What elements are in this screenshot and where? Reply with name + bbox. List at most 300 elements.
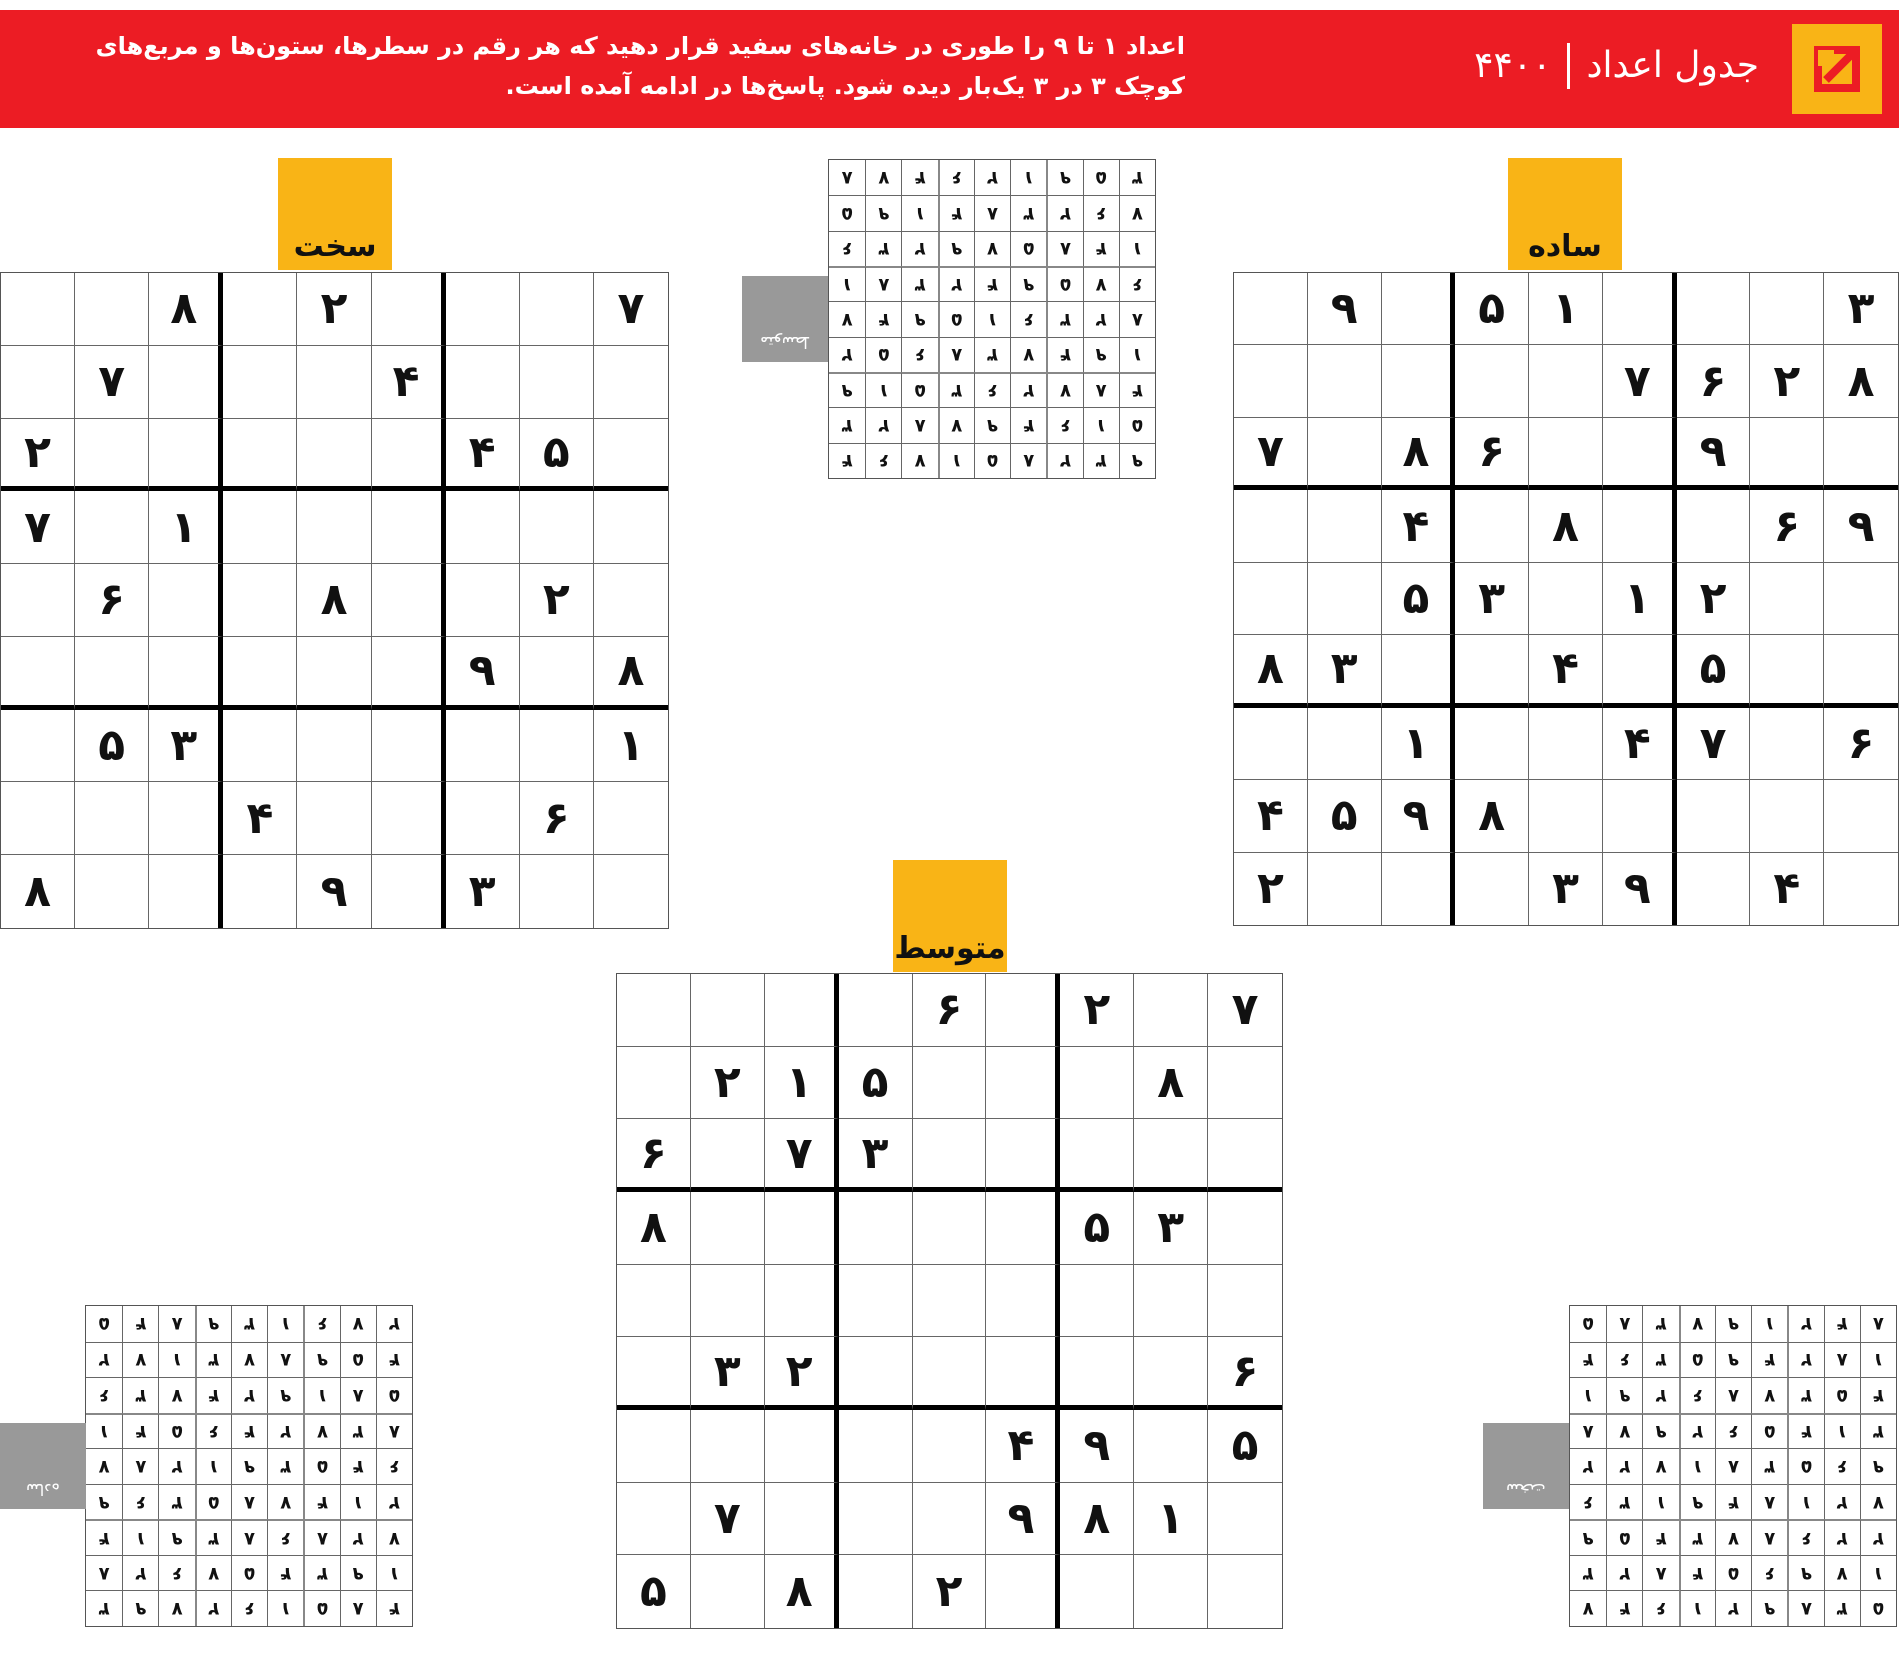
solution-cell: ۱ xyxy=(1679,1590,1715,1626)
solution-cell: ۴ xyxy=(865,301,901,336)
sudoku-cell[interactable] xyxy=(75,419,149,492)
sudoku-cell[interactable] xyxy=(594,491,668,564)
sudoku-cell[interactable]: ۱ xyxy=(1382,708,1456,780)
sudoku-cell[interactable] xyxy=(1750,418,1824,490)
sudoku-cell[interactable] xyxy=(691,1410,765,1483)
sudoku-cell[interactable] xyxy=(1382,345,1456,417)
sudoku-cell[interactable]: ۴ xyxy=(446,419,520,492)
sudoku-cell[interactable] xyxy=(1308,708,1382,780)
sudoku-cell[interactable] xyxy=(372,637,446,710)
sudoku-cell[interactable] xyxy=(446,564,520,637)
solution-cell: ۸ xyxy=(1860,1306,1896,1342)
solution-tag-hard xyxy=(1483,1423,1569,1509)
solution-cell: ۱ xyxy=(1751,1306,1787,1342)
solution-cell: ۵ xyxy=(1046,266,1082,301)
sudoku-cell[interactable]: ۶ xyxy=(1455,418,1529,490)
sudoku-cell[interactable] xyxy=(75,637,149,710)
sudoku-cell[interactable]: ۲ xyxy=(1060,974,1134,1047)
sudoku-cell[interactable] xyxy=(223,855,297,928)
sudoku-cell[interactable] xyxy=(1677,490,1751,562)
sudoku-cell[interactable] xyxy=(594,855,668,928)
solution-cell: ۳ xyxy=(231,1306,267,1342)
sudoku-cell[interactable] xyxy=(223,637,297,710)
sudoku-cell[interactable]: ۷ xyxy=(1234,418,1308,490)
sudoku-cell[interactable]: ۴ xyxy=(1603,708,1677,780)
sudoku-cell[interactable]: ۲ xyxy=(765,1337,839,1410)
sudoku-cell[interactable] xyxy=(691,1119,765,1192)
sudoku-cell[interactable]: ۳ xyxy=(446,855,520,928)
sudoku-cell[interactable]: ۶ xyxy=(75,564,149,637)
sudoku-cell[interactable] xyxy=(617,1483,691,1556)
sudoku-cell[interactable] xyxy=(1,637,75,710)
sudoku-cell[interactable] xyxy=(75,782,149,855)
solution-cell: ۶ xyxy=(1715,1413,1751,1449)
sudoku-cell[interactable]: ۸ xyxy=(1824,345,1898,417)
sudoku-cell[interactable]: ۹ xyxy=(1308,273,1382,345)
solution-cell: ۵ xyxy=(1824,1377,1860,1413)
sudoku-cell[interactable] xyxy=(913,1337,987,1410)
sudoku-cell[interactable] xyxy=(986,1337,1060,1410)
sudoku-cell[interactable]: ۴ xyxy=(1234,780,1308,852)
sudoku-cell[interactable]: ۴ xyxy=(372,346,446,419)
sudoku-cell[interactable]: ۵ xyxy=(617,1555,691,1628)
solution-cell: ۲ xyxy=(1824,1484,1860,1520)
sudoku-cell[interactable] xyxy=(446,710,520,783)
sudoku-cell[interactable]: ۲ xyxy=(913,1555,987,1628)
sudoku-cell[interactable] xyxy=(297,419,371,492)
sudoku-cell[interactable] xyxy=(520,346,594,419)
sudoku-cell[interactable] xyxy=(1060,1265,1134,1338)
sudoku-cell[interactable]: ۵ xyxy=(1208,1410,1282,1483)
sudoku-cell[interactable]: ۳ xyxy=(1455,563,1529,635)
sudoku-cell[interactable]: ۵ xyxy=(1455,273,1529,345)
sudoku-cell[interactable] xyxy=(1134,1265,1208,1338)
sudoku-cell[interactable]: ۵ xyxy=(1382,563,1456,635)
sudoku-cell[interactable] xyxy=(765,1265,839,1338)
sudoku-cell[interactable] xyxy=(75,491,149,564)
sudoku-cell[interactable]: ۸ xyxy=(1,855,75,928)
sudoku-cell[interactable] xyxy=(297,491,371,564)
sudoku-cell[interactable]: ۴ xyxy=(1382,490,1456,562)
tag-hard-label: سخت xyxy=(293,229,377,264)
solution-cell: ۷ xyxy=(1860,1484,1896,1520)
sudoku-cell[interactable] xyxy=(520,637,594,710)
sudoku-cell[interactable]: ۴ xyxy=(1750,853,1824,925)
sudoku-cell[interactable] xyxy=(913,1265,987,1338)
solution-cell: ۹ xyxy=(974,407,1010,442)
sudoku-cell[interactable]: ۲ xyxy=(691,1047,765,1120)
sudoku-cell[interactable] xyxy=(1529,780,1603,852)
sudoku-cell[interactable] xyxy=(297,782,371,855)
sudoku-cell[interactable]: ۶ xyxy=(1824,708,1898,780)
solution-cell: ۳ xyxy=(1046,301,1082,336)
sudoku-cell[interactable]: ۸ xyxy=(617,1192,691,1265)
sudoku-cell[interactable]: ۷ xyxy=(594,273,668,346)
sudoku-cell[interactable] xyxy=(1308,563,1382,635)
sudoku-cell[interactable]: ۴ xyxy=(223,782,297,855)
sudoku-cell[interactable] xyxy=(1750,273,1824,345)
sudoku-cell[interactable]: ۵ xyxy=(75,710,149,783)
sudoku-cell[interactable]: ۸ xyxy=(1455,780,1529,852)
sudoku-cell[interactable] xyxy=(446,273,520,346)
sudoku-cell[interactable]: ۷ xyxy=(1603,345,1677,417)
sudoku-cell[interactable] xyxy=(1455,345,1529,417)
sudoku-cell[interactable] xyxy=(1134,1337,1208,1410)
solution-cell: ۳ xyxy=(267,1448,303,1484)
solution-cell: ۸ xyxy=(303,1519,339,1555)
sudoku-cell[interactable]: ۱ xyxy=(1603,563,1677,635)
sudoku-cell[interactable] xyxy=(1382,635,1456,707)
sudoku-cell[interactable]: ۳ xyxy=(839,1119,913,1192)
solution-cell: ۲ xyxy=(1083,301,1119,336)
sudoku-cell[interactable] xyxy=(986,974,1060,1047)
sudoku-cell[interactable]: ۷ xyxy=(765,1119,839,1192)
solution-cell: ۸ xyxy=(231,1519,267,1555)
sudoku-cell[interactable] xyxy=(149,855,223,928)
sudoku-cell[interactable]: ۷ xyxy=(1677,708,1751,780)
sudoku-cell[interactable] xyxy=(1677,780,1751,852)
sudoku-cell[interactable] xyxy=(223,564,297,637)
sudoku-cell[interactable] xyxy=(1234,345,1308,417)
sudoku-cell[interactable] xyxy=(1529,418,1603,490)
sudoku-cell[interactable]: ۷ xyxy=(75,346,149,419)
sudoku-cell[interactable] xyxy=(617,1047,691,1120)
sudoku-cell[interactable] xyxy=(1529,708,1603,780)
sudoku-cell[interactable] xyxy=(149,782,223,855)
sudoku-cell[interactable]: ۱ xyxy=(594,710,668,783)
sudoku-cell[interactable] xyxy=(1208,1047,1282,1120)
sudoku-cell[interactable] xyxy=(1824,780,1898,852)
sudoku-cell[interactable]: ۹ xyxy=(1677,418,1751,490)
sudoku-cell[interactable] xyxy=(1824,563,1898,635)
sudoku-cell[interactable]: ۵ xyxy=(1060,1192,1134,1265)
sudoku-cell[interactable] xyxy=(594,419,668,492)
sudoku-cell[interactable]: ۵ xyxy=(1677,635,1751,707)
solution-cell: ۱ xyxy=(938,443,974,478)
sudoku-cell[interactable]: ۸ xyxy=(297,564,371,637)
solution-cell: ۱ xyxy=(1824,1413,1860,1449)
sudoku-cell[interactable] xyxy=(223,419,297,492)
sudoku-cell[interactable] xyxy=(1677,273,1751,345)
sudoku-cell[interactable]: ۳ xyxy=(691,1337,765,1410)
sudoku-cell[interactable] xyxy=(1,564,75,637)
solution-cell: ۶ xyxy=(1570,1484,1606,1520)
sudoku-cell[interactable]: ۳ xyxy=(149,710,223,783)
sudoku-cell[interactable] xyxy=(1060,1047,1134,1120)
sudoku-cell[interactable] xyxy=(223,491,297,564)
solution-cell: ۵ xyxy=(1119,407,1155,442)
solution-cell: ۵ xyxy=(829,195,865,230)
sudoku-cell[interactable] xyxy=(986,1555,1060,1628)
sudoku-cell[interactable]: ۳ xyxy=(1529,853,1603,925)
sudoku-cell[interactable] xyxy=(149,419,223,492)
sudoku-cell[interactable] xyxy=(1208,1483,1282,1556)
sudoku-cell[interactable]: ۶ xyxy=(520,782,594,855)
sudoku-cell[interactable] xyxy=(1,273,75,346)
solution-cell: ۳ xyxy=(340,1413,376,1449)
sudoku-cell[interactable]: ۲ xyxy=(1,419,75,492)
sudoku-cell[interactable] xyxy=(913,1119,987,1192)
sudoku-cell[interactable] xyxy=(1208,1555,1282,1628)
sudoku-cell[interactable]: ۷ xyxy=(1,491,75,564)
sudoku-cell[interactable] xyxy=(1,710,75,783)
sudoku-cell[interactable] xyxy=(1824,853,1898,925)
sudoku-cell[interactable] xyxy=(1308,345,1382,417)
solution-cell: ۶ xyxy=(1642,1590,1678,1626)
sudoku-cell[interactable] xyxy=(839,1483,913,1556)
solution-cell: ۷ xyxy=(974,231,1010,266)
solution-tag-easy xyxy=(0,1423,86,1509)
sudoku-cell[interactable] xyxy=(1134,1410,1208,1483)
sudoku-cell[interactable] xyxy=(986,1192,1060,1265)
sudoku-cell[interactable] xyxy=(372,491,446,564)
sudoku-cell[interactable] xyxy=(520,710,594,783)
sudoku-cell[interactable]: ۲ xyxy=(1750,345,1824,417)
solution-cell: ۶ xyxy=(1787,1519,1823,1555)
sudoku-cell[interactable] xyxy=(372,782,446,855)
sudoku-cell[interactable]: ۴ xyxy=(986,1410,1060,1483)
sudoku-cell[interactable] xyxy=(446,491,520,564)
sudoku-cell[interactable]: ۸ xyxy=(1382,418,1456,490)
sudoku-cell[interactable]: ۳ xyxy=(1134,1192,1208,1265)
sudoku-cell[interactable] xyxy=(913,1192,987,1265)
sudoku-cell[interactable] xyxy=(1234,563,1308,635)
solution-cell: ۳ xyxy=(1570,1555,1606,1591)
sudoku-cell[interactable] xyxy=(765,1483,839,1556)
sudoku-cell[interactable] xyxy=(1060,1337,1134,1410)
sudoku-cell[interactable] xyxy=(1208,1265,1282,1338)
solution-cell: ۴ xyxy=(1860,1377,1896,1413)
sudoku-cell[interactable] xyxy=(1824,418,1898,490)
sudoku-cell[interactable]: ۹ xyxy=(1824,490,1898,562)
sudoku-cell[interactable] xyxy=(594,564,668,637)
sudoku-cell[interactable] xyxy=(839,1410,913,1483)
solution-cell: ۴ xyxy=(195,1377,231,1413)
sudoku-cell[interactable]: ۱ xyxy=(149,491,223,564)
solution-cell: ۹ xyxy=(195,1306,231,1342)
sudoku-cell[interactable]: ۱ xyxy=(1134,1483,1208,1556)
sudoku-cell[interactable] xyxy=(1750,780,1824,852)
solution-cell: ۲ xyxy=(1824,1519,1860,1555)
sudoku-cell[interactable] xyxy=(1603,418,1677,490)
sudoku-cell[interactable]: ۸ xyxy=(1529,490,1603,562)
sudoku-cell[interactable] xyxy=(617,974,691,1047)
sudoku-cell[interactable] xyxy=(1060,1119,1134,1192)
arrow-down-left-icon xyxy=(1792,24,1882,114)
sudoku-cell[interactable] xyxy=(765,1410,839,1483)
sudoku-cell[interactable] xyxy=(372,710,446,783)
sudoku-cell[interactable] xyxy=(1134,1555,1208,1628)
sudoku-cell[interactable] xyxy=(691,974,765,1047)
sudoku-cell[interactable] xyxy=(372,273,446,346)
sudoku-cell[interactable] xyxy=(1134,974,1208,1047)
solution-cell: ۳ xyxy=(303,1555,339,1591)
sudoku-cell[interactable] xyxy=(617,1337,691,1410)
sudoku-cell[interactable] xyxy=(446,346,520,419)
sudoku-cell[interactable] xyxy=(297,637,371,710)
sudoku-cell[interactable] xyxy=(839,1192,913,1265)
sudoku-cell[interactable] xyxy=(839,974,913,1047)
sudoku-cell[interactable]: ۹ xyxy=(297,855,371,928)
sudoku-cell[interactable] xyxy=(1060,1555,1134,1628)
sudoku-cell[interactable] xyxy=(372,564,446,637)
sudoku-cell[interactable] xyxy=(1234,273,1308,345)
sudoku-cell[interactable]: ۴ xyxy=(1529,635,1603,707)
sudoku-cell[interactable] xyxy=(986,1119,1060,1192)
sudoku-cell[interactable] xyxy=(1382,273,1456,345)
sudoku-cell[interactable]: ۹ xyxy=(1382,780,1456,852)
sudoku-cell[interactable] xyxy=(1603,635,1677,707)
sudoku-cell[interactable]: ۵ xyxy=(520,419,594,492)
solution-cell: ۸ xyxy=(376,1413,412,1449)
solution-cell: ۶ xyxy=(829,231,865,266)
sudoku-cell[interactable] xyxy=(913,1483,987,1556)
sudoku-cell[interactable] xyxy=(986,1265,1060,1338)
sudoku-cell[interactable]: ۹ xyxy=(1603,853,1677,925)
sudoku-cell[interactable]: ۶ xyxy=(1677,345,1751,417)
sudoku-cell[interactable] xyxy=(1603,273,1677,345)
sudoku-cell[interactable] xyxy=(297,710,371,783)
sudoku-cell[interactable]: ۸ xyxy=(1134,1047,1208,1120)
sudoku-cell[interactable] xyxy=(223,710,297,783)
sudoku-cell[interactable] xyxy=(594,782,668,855)
sudoku-cell[interactable] xyxy=(520,273,594,346)
sudoku-cell[interactable] xyxy=(372,419,446,492)
solution-cell: ۸ xyxy=(865,266,901,301)
solution-cell: ۹ xyxy=(1715,1342,1751,1378)
sudoku-cell[interactable] xyxy=(1529,345,1603,417)
sudoku-cell[interactable] xyxy=(1750,708,1824,780)
tag-medium xyxy=(893,860,1007,972)
solution-cell: ۸ xyxy=(267,1342,303,1378)
sudoku-cell[interactable] xyxy=(839,1265,913,1338)
sudoku-cell[interactable] xyxy=(75,273,149,346)
sudoku-cell[interactable] xyxy=(372,855,446,928)
sudoku-cell[interactable] xyxy=(617,1410,691,1483)
solution-cell: ۴ xyxy=(901,160,937,195)
sudoku-cell[interactable] xyxy=(617,1265,691,1338)
sudoku-cell[interactable]: ۸ xyxy=(1234,635,1308,707)
sudoku-cell[interactable] xyxy=(839,1555,913,1628)
sudoku-cell[interactable]: ۸ xyxy=(1060,1483,1134,1556)
sudoku-cell[interactable] xyxy=(1134,1119,1208,1192)
sudoku-cell[interactable] xyxy=(149,564,223,637)
sudoku-cell[interactable] xyxy=(765,1192,839,1265)
sudoku-cell[interactable] xyxy=(1208,1192,1282,1265)
sudoku-cell[interactable] xyxy=(1,782,75,855)
solution-cell: ۷ xyxy=(1010,337,1046,372)
sudoku-cell[interactable] xyxy=(1234,490,1308,562)
solution-cell: ۱ xyxy=(1642,1484,1678,1520)
sudoku-cell[interactable] xyxy=(223,346,297,419)
sudoku-cell[interactable]: ۲ xyxy=(297,273,371,346)
sudoku-cell[interactable]: ۹ xyxy=(446,637,520,710)
page-title xyxy=(1474,42,1759,90)
sudoku-cell[interactable] xyxy=(913,1047,987,1120)
sudoku-cell[interactable] xyxy=(1529,563,1603,635)
sudoku-cell[interactable] xyxy=(1308,490,1382,562)
sudoku-cell[interactable]: ۷ xyxy=(691,1483,765,1556)
sudoku-cell[interactable] xyxy=(1455,708,1529,780)
solution-cell: ۵ xyxy=(303,1590,339,1626)
sudoku-cell[interactable] xyxy=(691,1265,765,1338)
sudoku-cell[interactable] xyxy=(1455,853,1529,925)
sudoku-cell[interactable]: ۹ xyxy=(1060,1410,1134,1483)
sudoku-cell[interactable]: ۶ xyxy=(1208,1337,1282,1410)
sudoku-cell[interactable] xyxy=(691,1192,765,1265)
sudoku-cell[interactable] xyxy=(520,855,594,928)
sudoku-cell[interactable] xyxy=(1,346,75,419)
sudoku-cell[interactable] xyxy=(1382,853,1456,925)
sudoku-cell[interactable] xyxy=(765,974,839,1047)
sudoku-cell[interactable] xyxy=(1750,635,1824,707)
sudoku-cell[interactable] xyxy=(1824,635,1898,707)
sudoku-cell[interactable]: ۸ xyxy=(149,273,223,346)
sudoku-cell[interactable] xyxy=(149,637,223,710)
solution-cell: ۳ xyxy=(1119,160,1155,195)
sudoku-cell[interactable] xyxy=(1677,853,1751,925)
solution-cell: ۱ xyxy=(865,372,901,407)
sudoku-cell[interactable]: ۵ xyxy=(1308,780,1382,852)
sudoku-cell[interactable]: ۷ xyxy=(1208,974,1282,1047)
solution-cell: ۳ xyxy=(1824,1590,1860,1626)
sudoku-cell[interactable] xyxy=(839,1337,913,1410)
sudoku-cell[interactable] xyxy=(913,1410,987,1483)
solution-cell: ۶ xyxy=(1824,1448,1860,1484)
sudoku-cell[interactable] xyxy=(223,273,297,346)
sudoku-cell[interactable] xyxy=(1455,635,1529,707)
sudoku-cell[interactable] xyxy=(297,346,371,419)
solution-cell: ۱ xyxy=(303,1377,339,1413)
sudoku-cell[interactable]: ۲ xyxy=(520,564,594,637)
sudoku-cell[interactable]: ۶ xyxy=(617,1119,691,1192)
sudoku-cell[interactable]: ۶ xyxy=(1750,490,1824,562)
sudoku-cell[interactable]: ۵ xyxy=(839,1047,913,1120)
sudoku-cell[interactable] xyxy=(594,346,668,419)
sudoku-cell[interactable] xyxy=(691,1555,765,1628)
sudoku-cell[interactable] xyxy=(1455,490,1529,562)
sudoku-cell[interactable]: ۲ xyxy=(1234,853,1308,925)
solution-cell: ۸ xyxy=(86,1555,122,1591)
sudoku-cell[interactable]: ۹ xyxy=(986,1483,1060,1556)
sudoku-cell[interactable]: ۸ xyxy=(594,637,668,710)
sudoku-cell[interactable]: ۲ xyxy=(1677,563,1751,635)
sudoku-cell[interactable] xyxy=(1308,418,1382,490)
sudoku-cell[interactable]: ۶ xyxy=(913,974,987,1047)
sudoku-cell[interactable]: ۱ xyxy=(1529,273,1603,345)
solution-cell: ۳ xyxy=(1083,443,1119,478)
sudoku-cell[interactable] xyxy=(1750,563,1824,635)
sudoku-cell[interactable]: ۳ xyxy=(1308,635,1382,707)
solution-cell: ۷ xyxy=(1751,1377,1787,1413)
sudoku-cell[interactable]: ۸ xyxy=(765,1555,839,1628)
sudoku-cell[interactable] xyxy=(1308,853,1382,925)
solution-cell: ۵ xyxy=(195,1484,231,1520)
sudoku-cell[interactable] xyxy=(1603,780,1677,852)
sudoku-cell[interactable] xyxy=(446,782,520,855)
sudoku-cell[interactable] xyxy=(75,855,149,928)
sudoku-cell[interactable] xyxy=(149,346,223,419)
sudoku-cell[interactable] xyxy=(1234,708,1308,780)
sudoku-cell[interactable]: ۳ xyxy=(1824,273,1898,345)
sudoku-cell[interactable] xyxy=(520,491,594,564)
sudoku-cell[interactable]: ۱ xyxy=(765,1047,839,1120)
solution-cell: ۶ xyxy=(303,1306,339,1342)
sudoku-cell[interactable] xyxy=(1603,490,1677,562)
solution-cell: ۵ xyxy=(303,1448,339,1484)
sudoku-cell[interactable] xyxy=(1208,1119,1282,1192)
sudoku-cell[interactable] xyxy=(986,1047,1060,1120)
